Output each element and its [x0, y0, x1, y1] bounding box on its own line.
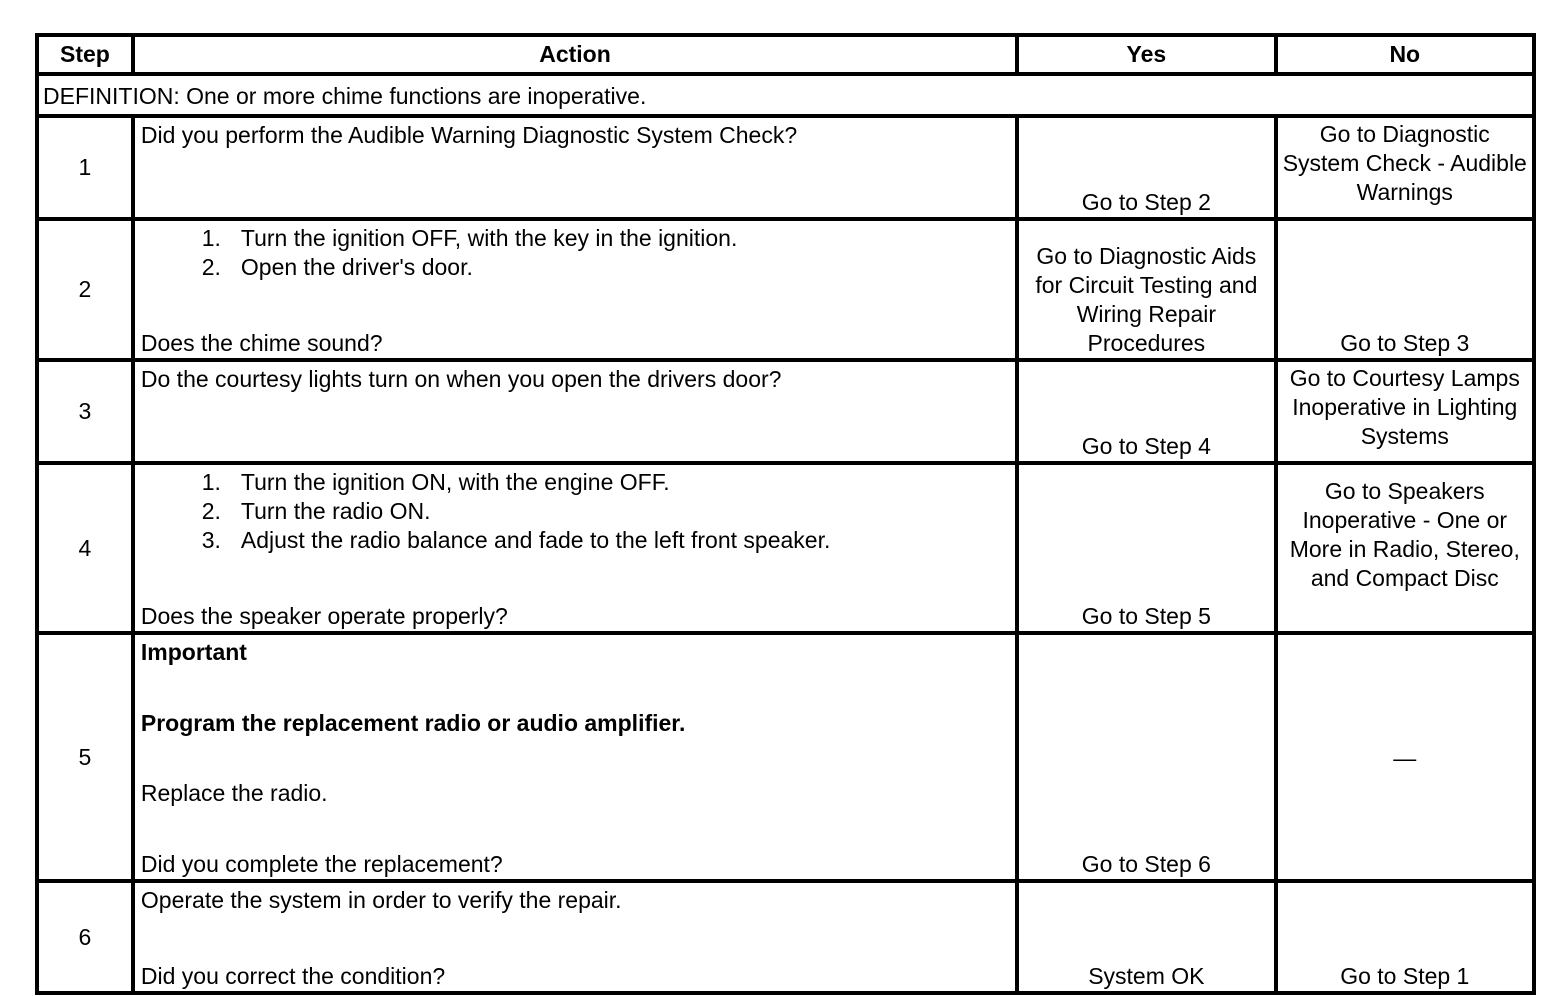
- action-question: Does the speaker operate properly?: [140, 603, 508, 629]
- list-item: 3. Adjust the radio balance and fade to the left front speaker.: [201, 527, 831, 553]
- step-number: 6: [37, 881, 133, 993]
- action-cell: [135, 635, 1015, 879]
- table-row-step-6: [37, 881, 1534, 993]
- yes-text: Go to Step 5: [1081, 603, 1211, 629]
- action-cell: [135, 118, 1015, 217]
- action-question: Does the chime sound?: [140, 330, 383, 356]
- important-note: Program the replacement radio or audio amplifier.: [140, 709, 686, 736]
- yes-text: Go to Step 2: [1081, 189, 1211, 215]
- table-row-step-5: [37, 633, 1534, 881]
- important-heading: Important: [140, 639, 247, 665]
- step-number: 5: [37, 633, 133, 881]
- action-instruction: Operate the system in order to verify the repair.: [140, 887, 622, 913]
- yes-cell: [1019, 635, 1273, 879]
- yes-cell: [1019, 221, 1273, 358]
- table-row-step-2: [37, 219, 1534, 360]
- yes-text: Go to Step 6: [1081, 851, 1211, 877]
- no-cell: [1278, 465, 1532, 631]
- yes-text: System OK: [1088, 963, 1205, 989]
- no-cell: [1278, 883, 1532, 991]
- action-cell: [135, 221, 1015, 358]
- table-row-step-1: [37, 116, 1534, 219]
- yes-cell: [1019, 118, 1273, 217]
- yes-cell: [1019, 883, 1273, 991]
- table-row-step-4: [37, 463, 1534, 633]
- diagnostic-table: [35, 33, 1536, 995]
- header-step: Step: [37, 35, 133, 74]
- no-text: Go to Courtesy Lamps Inoperative in Lighting Systems: [1289, 365, 1520, 449]
- list-item: 1. Turn the ignition OFF, with the key in the ignition.: [201, 225, 738, 251]
- step-number: 3: [37, 360, 133, 463]
- action-cell: [135, 465, 1015, 631]
- table-row-step-3: [37, 360, 1534, 463]
- no-cell: [1278, 118, 1532, 217]
- step-number: 1: [37, 116, 133, 219]
- yes-cell: [1019, 362, 1273, 461]
- no-cell: [1278, 362, 1532, 461]
- substep-list: [141, 468, 1011, 555]
- definition-text: DEFINITION: One or more chime functions are inoperative.: [37, 74, 1534, 116]
- action-question: Did you complete the replacement?: [140, 850, 503, 877]
- definition-row: [37, 74, 1534, 116]
- no-text: Go to Diagnostic System Check - Audible Warnings: [1282, 121, 1527, 205]
- substep-list: [141, 224, 1011, 282]
- no-cell: [1278, 635, 1532, 879]
- action-question: Did you perform the Audible Warning Diagnostic System Check?: [140, 122, 798, 148]
- step-number: 2: [37, 219, 133, 360]
- no-text: —: [1393, 744, 1417, 771]
- header-yes: Yes: [1017, 35, 1275, 74]
- no-cell: [1278, 221, 1532, 358]
- header-row: [37, 35, 1534, 74]
- no-text: Go to Step 1: [1340, 963, 1470, 989]
- no-text: Go to Step 3: [1340, 330, 1470, 356]
- list-item: 1. Turn the ignition ON, with the engine OFF.: [201, 469, 670, 495]
- action-question: Did you correct the condition?: [140, 963, 446, 989]
- header-action: Action: [133, 35, 1017, 74]
- no-text: Go to Speakers Inoperative - One or More in Radio, Stereo, and Compact Disc: [1289, 478, 1520, 591]
- action-question: Do the courtesy lights turn on when you open the drivers door?: [140, 366, 782, 392]
- action-instruction: Replace the radio.: [140, 780, 328, 807]
- yes-text: Go to Diagnostic Aids for Circuit Testing and Wiring Repair Procedures: [1035, 243, 1258, 356]
- step-number: 4: [37, 463, 133, 633]
- header-no: No: [1276, 35, 1534, 74]
- list-item: 2. Turn the radio ON.: [201, 498, 431, 524]
- action-cell: [135, 883, 1015, 991]
- list-item: 2. Open the driver's door.: [201, 254, 473, 280]
- yes-cell: [1019, 465, 1273, 631]
- action-cell: [135, 362, 1015, 461]
- yes-text: Go to Step 4: [1081, 433, 1211, 459]
